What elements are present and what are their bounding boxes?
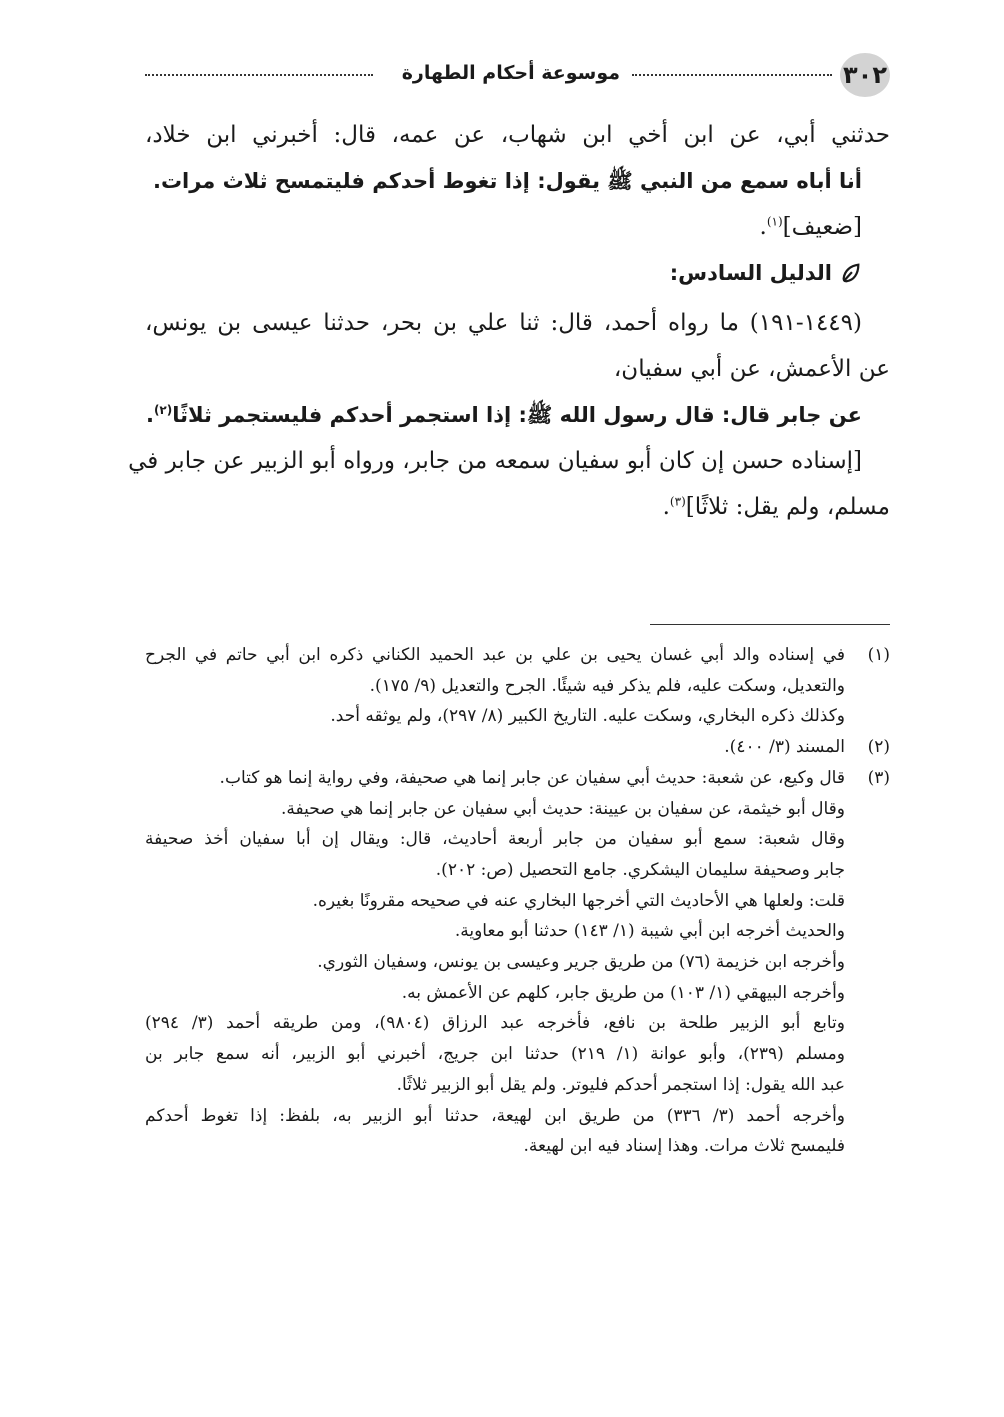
footnote-line: وأخرجه البيهقي (١/ ١٠٣) من طريق جابر، كلهم عن الأعمش به. <box>401 982 845 1003</box>
section-title: الدليل السادس: <box>669 261 832 285</box>
footnote-2 <box>145 732 890 763</box>
text-line: حدثني أبي، عن ابن أخي ابن شهاب، عن عمه، قال: أخبرني ابن خلاد، <box>145 122 890 148</box>
footnote-3 <box>145 763 890 1162</box>
footnote-line: المسند (٣/ ٤٠٠). <box>724 737 845 758</box>
footnote-line: فليمسح ثلاث مرات. وهذا إسناد فيه ابن لهيعة. <box>523 1136 845 1157</box>
period: . <box>662 494 670 520</box>
footnote-line: وكذلك ذكره البخاري، وسكت عليه. التاريخ الكبير (٨/ ٢٩٧)، ولم يوثقه أحد. <box>330 706 845 727</box>
book-title: موسوعة أحكام الطهارة <box>401 62 620 84</box>
page <box>128 0 890 1417</box>
footnote-line: والتعديل، وسكت عليه، فلم يذكر فيه شيئًا. الجرح والتعديل (٩/ ١٧٥). <box>369 675 845 696</box>
text-line <box>145 484 890 530</box>
running-header <box>145 50 890 100</box>
footnote-number: (٣) <box>867 767 890 788</box>
footnote-line: في إسناده والد أبي غسان يحيى بن علي بن عبد الحميد الكناني ذكره ابن أبي حاتم في الجرح <box>145 645 845 665</box>
leaf-ornament-icon <box>840 262 862 284</box>
footnote-line: وقال شعبة: سمع أبو سفيان من جابر أربعة أحاديث، قال: ويقال إن أبا سفيان أخذ صحيفة <box>145 829 845 850</box>
footnote-line: وأخرجه ابن خزيمة (٧٦) من طريق جرير وعيسى بن يونس، وسفيان الثوري. <box>317 952 845 973</box>
footnote-number: (٢) <box>867 737 890 758</box>
footnote-line: جابر وصحيفة سليمان اليشكري. جامع التحصيل (ص: ٢٠٢). <box>435 859 845 880</box>
footnote-line: قلت: ولعلها هي الأحاديث التي أخرجها البخاري عنه في صحيحه مقرونًا بغيره. <box>312 890 845 911</box>
hadith-text: أنا أباه سمع من النبي ﷺ يقول: إذا تغوط أحدكم فليتمسح ثلاث مرات. <box>152 169 862 193</box>
footnote-line: والحديث أخرجه ابن أبي شيبة (١/ ١٤٣) حدثنا أبو معاوية. <box>454 921 845 942</box>
page-number: ٣٠٢ <box>840 53 890 97</box>
text-line: عن الأعمش، عن أبي سفيان، <box>613 356 890 382</box>
footnote-ref-3[interactable]: (٣) <box>669 494 686 509</box>
footnote-line: وقال أبو خيثمة، عن سفيان بن عيينة: حديث أبي سفيان عن جابر إنما هي صحيفة. <box>281 798 845 819</box>
footnote-1 <box>145 640 890 732</box>
footnote-line: ومسلم (٢٣٩)، وأبو عوانة (١/ ٢١٩) حدثنا ابن جريج، أخبرني أبو الزبير، أنه سمع جابر بن <box>145 1044 845 1065</box>
text-line: [إسناده حسن إن كان أبو سفيان سمعه من جابر، ورواه أبو الزبير عن جابر في <box>128 448 862 474</box>
footnote-line: قال وكيع، عن شعبة: حديث أبي سفيان عن جابر إنما هي صحيفة، وفي رواية إنما هو كتاب. <box>219 767 845 788</box>
footnote-ref-2[interactable]: (٢) <box>153 403 173 417</box>
footnotes <box>145 640 890 1162</box>
footnote-line: عبد الله يقول: إذا استجمر أحدكم فليوتر. ولم يقل أبو الزبير ثلاثًا. <box>396 1074 845 1095</box>
header-dotted-rule-right <box>632 74 832 76</box>
grading: [ضعيف] <box>782 214 862 240</box>
main-text <box>128 112 890 530</box>
grading-line <box>145 204 890 250</box>
section-heading <box>145 250 890 300</box>
hadith-text: عن جابر قال: قال رسول الله ﷺ: إذا استجمر أحدكم فليستجمر ثلاثًا <box>172 403 862 427</box>
footnote-number: (١) <box>867 645 890 665</box>
grading: مسلم، ولم يقل: ثلاثًا] <box>685 494 890 520</box>
footnote-separator <box>650 624 890 625</box>
period: . <box>145 403 154 427</box>
period: . <box>759 214 767 240</box>
footnote-ref-1[interactable]: (١) <box>766 214 783 229</box>
footnote-line: وتابع أبو الزبير طلحة بن نافع، فأخرجه عبد الرزاق (٩٨٠٤)، ومن طريقه أحمد (٣/ ٢٩٤) <box>145 1013 845 1034</box>
header-dotted-rule-left <box>145 74 373 76</box>
footnote-line: وأخرجه أحمد (٣/ ٣٣٦) من طريق ابن لهيعة، حدثنا أبو الزبير به، بلفظ: إذا تغوط أحدكم <box>145 1105 845 1126</box>
text-line: (١٤٤٩-١٩١) ما رواه أحمد، قال: ثنا علي بن بحر، حدثنا عيسى بن يونس، <box>145 310 862 336</box>
hadith-text-line <box>145 392 890 438</box>
